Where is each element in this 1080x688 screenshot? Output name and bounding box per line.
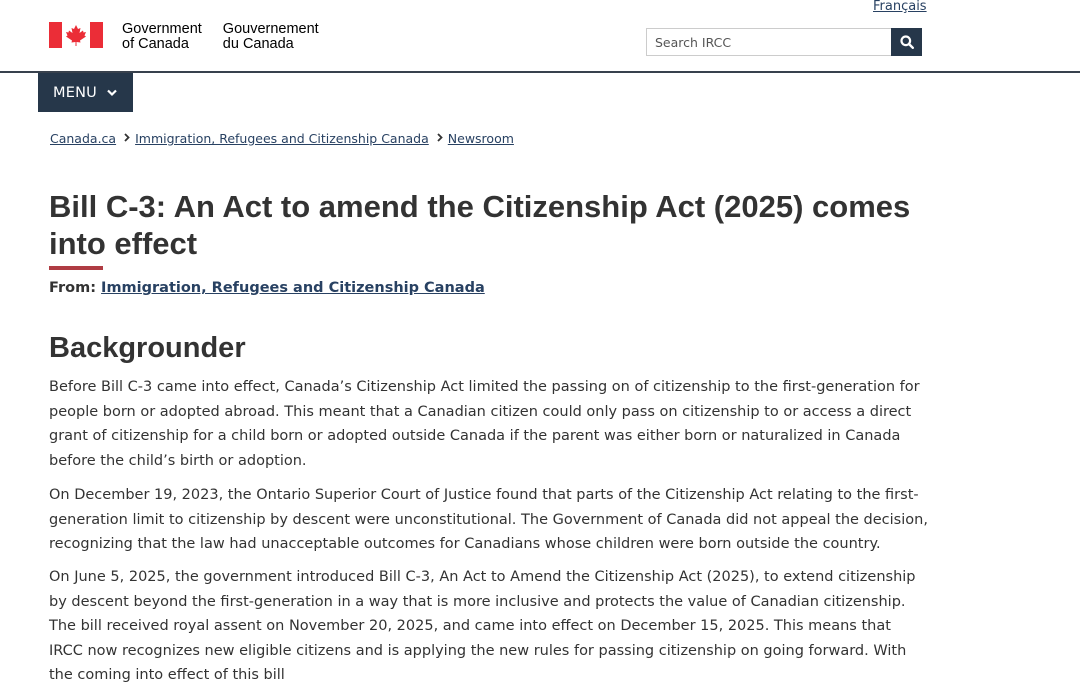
menu-label: MENU	[53, 84, 97, 101]
from-line	[49, 280, 485, 296]
government-signature[interactable]	[49, 22, 319, 52]
signature-fr-line1: Gouvernement	[222, 21, 319, 37]
chevron-right-icon	[124, 132, 130, 145]
signature-english	[122, 22, 202, 52]
breadcrumb-link-ircc[interactable]: Immigration, Refugees and Citizenship Canada	[135, 131, 429, 146]
search-button[interactable]	[891, 28, 922, 56]
signature-en-line1: Government	[122, 21, 202, 37]
search-form	[646, 28, 922, 56]
breadcrumb-link-canada[interactable]: Canada.ca	[50, 131, 117, 146]
signature-en-line2: of Canada	[122, 36, 189, 52]
language-toggle-link[interactable]: Français	[873, 0, 927, 14]
paragraph: Before Bill C-3 came into effect, Canada’s Citizenship Act limited the passing on of citizenship to the first-generation for people born or adopted abroad. This meant that a Canadian citizen could only pass on citizenship to or access a direct grant of citizenship for a child born or adopted outside Canada if the parent was either born or naturalized in Canada before the child’s birth or adoption.	[49, 379, 920, 469]
search-icon	[900, 35, 914, 49]
search-input[interactable]	[646, 28, 891, 56]
section-heading: Backgrounder	[49, 332, 246, 364]
signature-french	[223, 22, 319, 52]
breadcrumb-link-newsroom[interactable]: Newsroom	[447, 131, 514, 146]
page-title: Bill C-3: An Act to amend the Citizenship Act (2025) comes into effect	[49, 189, 911, 261]
signature-fr-line2: du Canada	[222, 36, 294, 52]
canada-flag-icon	[49, 22, 103, 48]
chevron-right-icon	[437, 132, 443, 145]
menu-button[interactable]	[38, 73, 133, 112]
from-department-link[interactable]: Immigration, Refugees and Citizenship Canada	[101, 280, 485, 296]
breadcrumb	[50, 131, 514, 146]
header-divider	[0, 71, 1080, 73]
from-label: From:	[49, 280, 102, 296]
chevron-down-icon	[107, 89, 117, 97]
paragraph: On December 19, 2023, the Ontario Superior Court of Justice found that parts of the Citizenship Act relating to the first-generation limit to citizenship by descent were unconstitutional. The Government of Canada did not appeal the decision, recognizing that the law had unacceptable outcomes for Canadians whose children were born outside the country.	[49, 487, 928, 552]
paragraph: On June 5, 2025, the government introduced Bill C-3, An Act to Amend the Citizenship Act (2025), to extend citizenship by descent beyond the first-generation in a way that is more inclusive and protects the value of Canadian citizenship. The bill received royal assent on November 20, 2025, and came into effect on December 15, 2025. This means that IRCC now recognizes new eligible citizens and is applying the new rules for passing citizenship on going forward. With the coming into effect of this bill	[49, 569, 916, 683]
title-accent-bar	[49, 266, 103, 270]
